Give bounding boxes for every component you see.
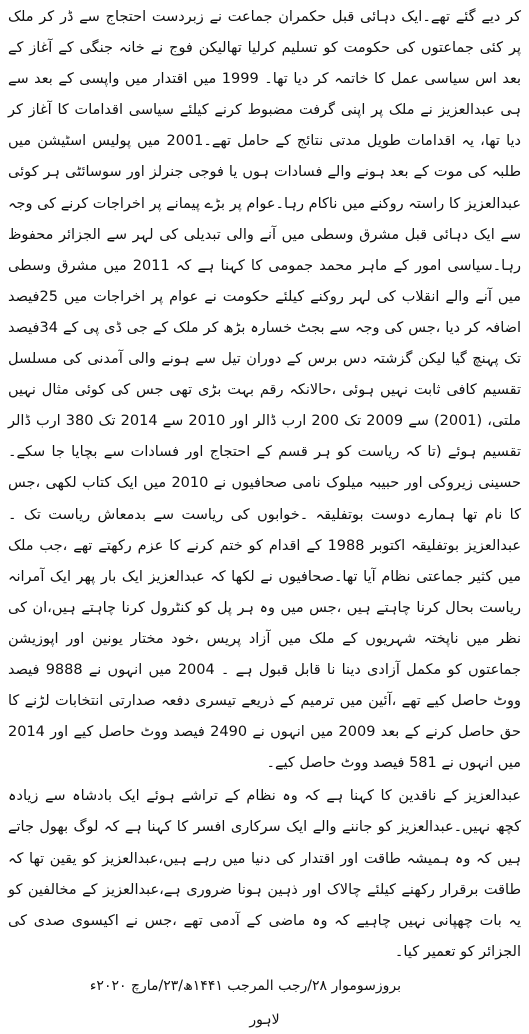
article-place: لاہور bbox=[249, 1011, 280, 1028]
article-page bbox=[8, 2, 521, 1034]
article-paragraph: کر دیے گئے تھے۔ایک دہائی قبل حکمران جماعت نے زبردست احتجاج سے ڈر کر ملک پر کئی جماعتوں کی حکومت کو تسلیم کرلیا تھالیکن فوج نے خانہ جنگی کے آغاز کے بعد اس سیاسی عمل کا خاتمہ کر دیا تھا۔ 1999 میں اقتدار میں واپسی کے بعد سے ہی عبدالعزیز نے ملک پر اپنی گرفت مضبوط کرنے کیلئے سیاسی اقدامات کا آغاز کر دیا تھا، یہ اقدامات طویل مدتی نتائج کے حامل تھے۔2001 میں پولیس اسٹیشن میں طلبہ کی موت کے بعد ہونے والے فسادات ہوں یا فوجی جنرلز اور سوسائٹی ہر کوئی عبدالعزیز کا راستہ روکنے میں ناکام رہا۔عوام پر بڑے پیمانے پر اخراجات کرنے کی وجہ سے ایک دہائی قبل مشرق وسطی میں آنے والی تبدیلی کی لہر سے الجزائر محفوظ رہا۔سیاسی امور کے ماہر محمد جمومی کا کہنا ہے کہ 2011 میں مشرق وسطی میں آنے والے انقلاب کی لہر روکنے کیلئے حکومت نے عوام پر اخراجات میں 25فیصد اضافہ کر دیا ،جس کی وجہ سے بجٹ خسارہ بڑھ کر ملک کے جی ڈی پی کے 34فیصد تک پہنچ گیا لیکن گزشتہ دس برس کے دوران تیل سے ہونے والی آمدنی کی مسلسل تقسیم کافی ثابت نہیں ہوئی ،حالانکہ رقم بہت بڑی تھی جس کی کوئی مثال نہیں ملتی، (2001) سے 2009 تک 200 ارب ڈالر اور 2010 سے 2014 تک 380 ارب ڈالر تقسیم ہوئے (تا کہ ریاست کو ہر قسم کے احتجاج اور فسادات سے بچایا جا سکے۔حسینی زیروکی اور حبیبہ میلوک نامی صحافیوں نے 2010 میں ایک کتاب لکھی ،جس کا نام تھا ہمارے دوست بوتفلیقہ ۔خوابوں کی ریاست سے بدمعاش ریاست تک ۔عبدالعزیز بوتفلیقہ اکتوبر 1988 کے اقدام کو ختم کرنے کا عزم رکھتے تھے ،جب ملک میں کثیر جماعتی نظام آیا تھا۔صحافیوں نے لکھا کہ عبدالعزیز ایک بار پھر ایک آمرانہ ریاست بحال کرنا چاہتے ہیں ،جس میں وہ ہر پل کو کنٹرول کرنا چاہتے ہیں،ان کی نظر میں ناپختہ شہریوں کے ملک میں آزاد پریس ،خود مختار یونین اور اپوزیشن جماعتوں کو مکمل آزادی دینا نا قابل قبول ہے ۔ 2004 میں انہوں نے 9888 فیصد ووٹ حاصل کیے تھے ،آئین میں ترمیم کے ذریعے تیسری دفعہ صدارتی انتخابات لڑنے کا حق حاصل کرنے کے بعد 2009 میں انہوں نے 2490 فیصد ووٹ حاصل کیے اور 2014 میں انہوں نے 581 فیصد ووٹ حاصل کیے۔ bbox=[8, 9, 522, 772]
article-paragraph: عبدالعزیز کے ناقدین کا کہنا ہے کہ وہ نظام کے تراشے ہوئے ایک بادشاہ سے زیادہ کچھ نہیں۔عبدالعزیز کو جاننے والے ایک سرکاری افسر کا کہنا ہے کہ لوگ بھول جاتے ہیں کہ وہ ہمیشہ طاقت اور اقتدار کی دنیا میں رہے ہیں،عبدالعزیز کو یقین تھا کہ طاقت برقرار رکھنے کیلئے چالاک اور ذہین ہونا ضروری ہے،عبدالعزیز کے مخالفین کو یہ بات چھپانی نہیں چاہیے کہ وہ ماضی کے آدمی تھے ،جس نے اکیسوی صدی کی الجزائر کو تعمیر کیا۔ bbox=[8, 788, 521, 960]
article-dateline: بروزسوموار ۲۸/رجب المرجب ۱۴۴۱ھ/۲۳/مارچ ۲۰۲۰ء bbox=[89, 977, 401, 994]
